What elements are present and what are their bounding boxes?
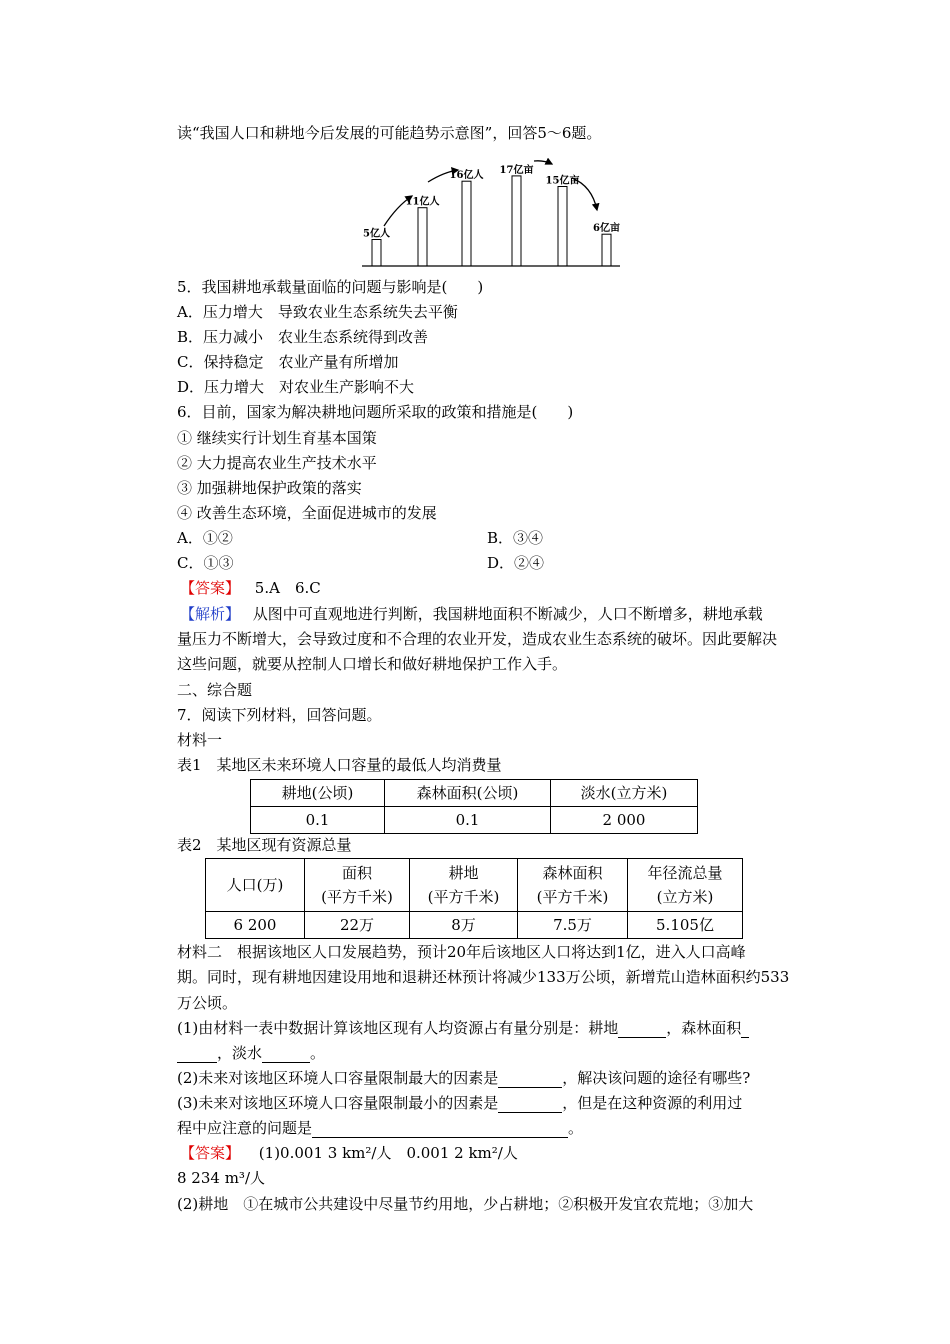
table-cell: 7.5万 bbox=[518, 912, 628, 939]
chart-label: 17亿亩 bbox=[499, 164, 534, 176]
q5-option-c: C．保持稳定 农业产量有所增加 bbox=[177, 353, 399, 371]
table-cell: 森林面积 (平方千米) bbox=[518, 859, 628, 912]
answer-2-line-2: 8 234 m³/人 bbox=[177, 1169, 266, 1187]
answer-2-line-3: (2)耕地 ①在城市公共建设中尽量节约用地，少占耕地；②积极开发宜农荒地；③加大 bbox=[177, 1195, 754, 1213]
table-row bbox=[251, 807, 698, 834]
blank-field[interactable] bbox=[312, 1121, 568, 1138]
material-2-line-2: 期。同时，现有耕地因建设用地和退耕还林预计将减少133万公顷，新增荒山造林面积约533 bbox=[177, 968, 790, 986]
q6-option-b: B．③④ bbox=[487, 529, 544, 547]
answer-text: (1)0.001 3 km²/人 0.001 2 km²/人 bbox=[258, 1144, 518, 1162]
section-title: 二、综合题 bbox=[177, 681, 253, 699]
answer-1 bbox=[180, 578, 321, 598]
table-cell: 22万 bbox=[305, 912, 410, 939]
table-cell: 8万 bbox=[410, 912, 518, 939]
blank-field[interactable] bbox=[262, 1046, 310, 1063]
q6-item-2: ② 大力提高农业生产技术水平 bbox=[177, 454, 377, 472]
analysis-line-3: 这些问题，就要从控制人口增长和做好耕地保护工作入手。 bbox=[177, 655, 568, 673]
q6-item-3: ③ 加强耕地保护政策的落实 bbox=[177, 479, 362, 497]
q6-option-c: C．①③ bbox=[177, 554, 234, 572]
chart-bar bbox=[512, 176, 521, 266]
chart-label: 5亿人 bbox=[363, 228, 390, 240]
table-cell: 淡水(立方米) bbox=[551, 780, 698, 807]
intro-text: 读“我国人口和耕地今后发展的可能趋势示意图”，回答5～6题。 bbox=[177, 124, 602, 142]
chart-bar bbox=[602, 234, 611, 266]
table-cell: 2 000 bbox=[551, 807, 698, 834]
table-cell: 森林面积(公顷) bbox=[385, 780, 551, 807]
table1-caption: 表1 某地区未来环境人口容量的最低人均消费量 bbox=[177, 756, 502, 774]
q7-stem: 7．阅读下列材料，回答问题。 bbox=[177, 706, 382, 724]
q6-item-4: ④ 改善生态环境，全面促进城市的发展 bbox=[177, 504, 437, 522]
sub-question-3-cont: 程中应注意的问题是 。 bbox=[177, 1119, 584, 1137]
sub-question-1-cont: ，淡水 。 bbox=[177, 1043, 325, 1063]
material-2-line-1: 材料二 根据该地区人口发展趋势，预计20年后该地区人口将达到1亿，进入人口高峰 bbox=[177, 943, 746, 961]
table-2 bbox=[205, 858, 743, 939]
trend-chart bbox=[362, 148, 662, 273]
analysis-line-1: 【解析】 从图中可直观地进行判断，我国耕地面积不断减少，人口不断增多，耕地承载 bbox=[180, 605, 763, 623]
table-row bbox=[206, 912, 743, 939]
table-cell: 耕地 (平方千米) bbox=[410, 859, 518, 912]
material-1-title: 材料一 bbox=[177, 731, 223, 749]
material-2-line-3: 万公顷。 bbox=[177, 994, 238, 1012]
q6-item-1: ① 继续实行计划生育基本国策 bbox=[177, 429, 377, 447]
answer-tag: 【答案】 bbox=[180, 1144, 241, 1162]
table-cell: 5.105亿 bbox=[628, 912, 743, 939]
chart-label: 15亿亩 bbox=[545, 175, 580, 187]
q5-option-b: B．压力减小 农业生态系统得到改善 bbox=[177, 328, 429, 346]
answer-tag: 【答案】 bbox=[180, 579, 241, 597]
table-1 bbox=[250, 779, 698, 834]
analysis-tag: 【解析】 bbox=[180, 605, 241, 623]
blank-field[interactable] bbox=[177, 1046, 217, 1063]
arrow-land-1 bbox=[534, 161, 552, 164]
blank-field[interactable] bbox=[498, 1071, 562, 1088]
q5-option-d: D．压力增大 对农业生产影响不大 bbox=[177, 378, 415, 396]
table-row bbox=[206, 859, 743, 912]
table-cell: 年径流总量 (立方米) bbox=[628, 859, 743, 912]
table-cell: 人口(万) bbox=[206, 859, 305, 912]
table-row bbox=[251, 780, 698, 807]
chart-bar bbox=[418, 208, 427, 266]
chart-bar bbox=[558, 187, 567, 267]
analysis-line-2: 量压力不断增大，会导致过度和不合理的农业开发，造成农业生态系统的破坏。因此要解决 bbox=[177, 630, 778, 648]
table-cell: 0.1 bbox=[385, 807, 551, 834]
sub-question-2: (2)未来对该地区环境人口容量限制最大的因素是 ，解决该问题的途径有哪些? bbox=[177, 1069, 751, 1087]
chart-label: 11亿人 bbox=[405, 196, 440, 208]
q6-stem: 6．目前，国家为解决耕地问题所采取的政策和措施是( ) bbox=[177, 403, 574, 421]
sub-question-3: (3)未来对该地区环境人口容量限制最小的因素是 ，但是在这种资源的利用过 bbox=[177, 1094, 743, 1112]
q6-option-a: A．①② bbox=[177, 529, 233, 547]
table-cell: 面积 (平方千米) bbox=[305, 859, 410, 912]
table-cell: 耕地(公顷) bbox=[251, 780, 385, 807]
blank-field[interactable] bbox=[498, 1096, 562, 1113]
q5-stem: 5．我国耕地承载量面临的问题与影响是( ) bbox=[177, 278, 484, 296]
answer-2 bbox=[180, 1143, 518, 1163]
answer-text: 5.A 6.C bbox=[254, 579, 321, 597]
sub-question-1: (1)由材料一表中数据计算该地区现有人均资源占有量分别是：耕地 ，森林面积 bbox=[177, 1018, 749, 1038]
chart-label: 6亿亩 bbox=[593, 223, 620, 235]
q5-option-a: A．压力增大 导致农业生态系统失去平衡 bbox=[177, 303, 458, 321]
table2-caption: 表2 某地区现有资源总量 bbox=[177, 836, 352, 854]
blank-field[interactable] bbox=[618, 1021, 666, 1038]
chart-label: 16亿人 bbox=[449, 170, 484, 182]
q6-option-d: D．②④ bbox=[487, 554, 545, 572]
blank-field[interactable] bbox=[741, 1021, 749, 1038]
table-cell: 0.1 bbox=[251, 807, 385, 834]
chart-bar bbox=[462, 181, 471, 266]
chart-bar bbox=[372, 240, 381, 267]
table-cell: 6 200 bbox=[206, 912, 305, 939]
